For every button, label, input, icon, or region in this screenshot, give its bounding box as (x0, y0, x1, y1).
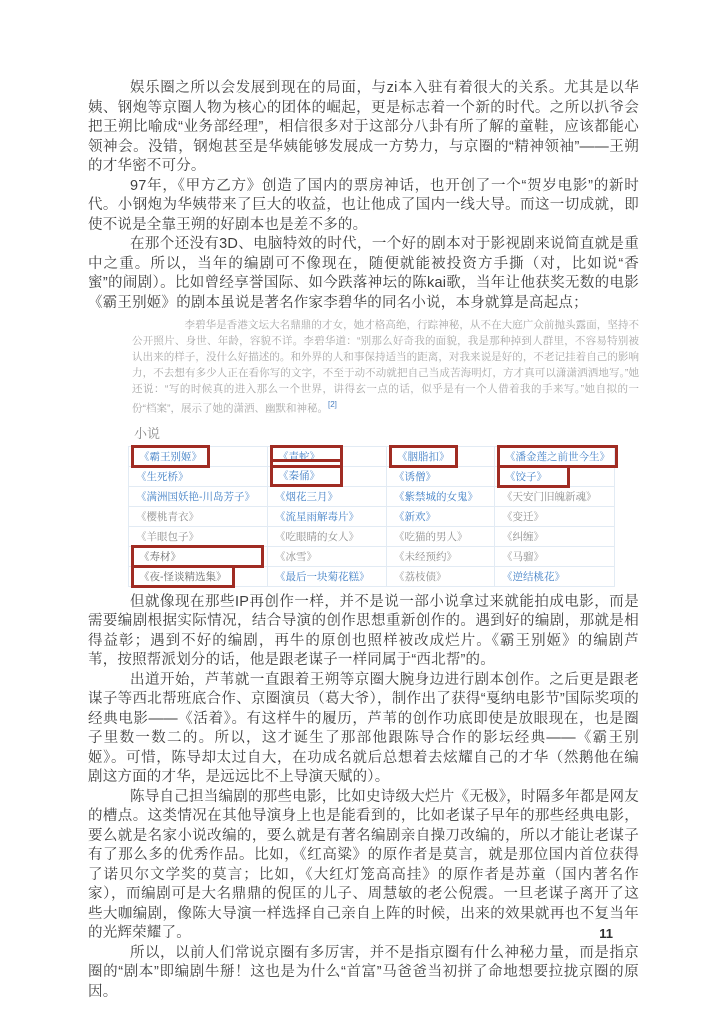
novel-text: 《变迁》 (502, 510, 544, 523)
novels-table (128, 446, 615, 587)
novel-text: 《天安门旧魄新魂》 (502, 490, 597, 503)
novels-module (128, 423, 610, 587)
table-row (129, 506, 615, 526)
novel-link[interactable]: 《青蛇》 (270, 445, 343, 468)
novel-text: 《马骝》 (502, 550, 544, 563)
novel-link[interactable]: 《潘金莲之前世今生》 (497, 445, 618, 468)
novel-text: 《冰雪》 (275, 550, 317, 563)
paragraph: 但就像现在那些IP再创作一样，并不是说一部小说拿过来就能拍成电影，而是需要编剧根据实际情况，结合导演的创作思想重新创作的。遇到好的编剧，那就是相得益彰；遇到不好的编剧，再牛的原创也照样被改成烂片。《霸王别姬》的编剧芦苇，按照帮派划分的话，他是跟老谋子一样同属于“西北帮”的。 (88, 593, 639, 668)
novel-link[interactable]: 《新欢》 (394, 510, 436, 523)
novel-link[interactable]: 《胭脂扣》 (389, 445, 458, 468)
novel-link[interactable]: 《紫禁城的女鬼》 (394, 490, 478, 503)
novel-text: 《纠缠》 (502, 530, 544, 543)
novel-link[interactable]: 《秦俑》 (270, 459, 343, 487)
novel-link[interactable]: 《逆结桃花》 (502, 570, 565, 583)
paragraph: 出道开始，芦苇就一直跟着王朔等京圈大腕身边进行剧本创作。之后更是跟老谋子等西北帮班底合作、京圈演员（葛大爷），制作出了获得“戛纳电影节”国际奖项的经典电影——《活着》。有这样牛的履历，芦苇的创作功底即使是放眼现在，也是圈子里数一数二的。所以，这才诞生了那部他跟陈导合作的影坛经典——《霸王别姬》。可惜，陈导却太过自大，在功成名就后总想着去炫耀自己的才华（然鹅他在编剧这方面的才华，是远远比不上导演天赋的）。 (88, 671, 639, 785)
novel-text: 《吃眼睛的女人》 (275, 530, 359, 543)
table-row (129, 546, 615, 566)
novel-link[interactable]: 《霸王别姬》 (131, 445, 210, 468)
table-row (129, 486, 615, 506)
article-body (88, 79, 639, 1002)
novel-text: 《吃猫的男人》 (394, 530, 468, 543)
novel-text: 《未经预约》 (394, 550, 457, 563)
novel-text: 《羊眼包子》 (136, 530, 199, 543)
novel-link[interactable]: 《满洲国妖艳-川岛芳子》 (136, 490, 255, 503)
novels-section-title: 小说 (134, 425, 161, 441)
novel-text: 《樱桃青衣》 (136, 510, 199, 523)
table-row (129, 566, 615, 586)
novel-link[interactable]: 《诱僧》 (394, 470, 436, 483)
novel-link[interactable]: 《生死桥》 (136, 470, 189, 483)
paragraph: 所以，以前人们常说京圈有多厉害，并不是指京圈有什么神秘力量，而是指京圈的“剧本”即编剧牛掰！这也是为什么“首富”马爸爸当初拼了命地想要拉拢京圈的原因。 (88, 944, 639, 1000)
novel-link[interactable]: 《流星雨解毒片》 (275, 510, 359, 523)
novel-text: 《夜-怪谈精选集》 (131, 565, 235, 588)
page-number: 11 (599, 926, 613, 941)
paragraph: 97年，《甲方乙方》创造了国内的票房神话，也开创了一个“贺岁电影”的新时代。小钢炮为华姨带来了巨大的收益，也让他成了国内一线大导。而这一切成就，即使不说是全靠王朔的好剧本也是差不多的。 (88, 177, 639, 233)
table-row (129, 466, 615, 486)
paragraph: 在那个还没有3D、电脑特效的时代，一个好的剧本对于影视剧来说简直就是重中之重。所以，当年的编剧可不像现在，随便就能被投资方手撕（对，比如说“香蜜”的闹剧）。比如曾经享誉国际、如今跌落神坛的陈kai歌，当年让他获奖无数的电影《霸王别姬》的剧本虽说是著名作家李碧华的同名小说，本身就算是高起点； (88, 236, 639, 311)
paragraph: 陈导自己担当编剧的那些电影，比如史诗级大烂片《无极》，时隔多年都是网友的槽点。这类情况在其他导演身上也是能看到的，比如老谋子早年的那些经典电影，要么就是名家小说改编的，要么就是有著名编剧亲自操刀改编的，所以才能让老谋子有了那么多的优秀作品。比如，《红高粱》的原作者是莫言，就是那位国内首位获得了诺贝尔文学奖的莫言；比如，《大红灯笼高高挂》的原作者是苏童（国内著名作家），而编剧可是大名鼎鼎的倪匡的儿子、周慧敏的老公倪震。一旦老谋子离开了这些大咖编剧，像陈大导演一样选择自己亲自上阵的时候，出来的效果就再也不复当年的光辉荣耀了。 (88, 788, 639, 941)
novel-link[interactable]: 《饺子》 (497, 465, 570, 488)
novel-link[interactable]: 《最后一块菊花糕》 (275, 570, 370, 583)
table-row (129, 446, 615, 466)
table-row (129, 526, 615, 546)
citation-ref: [2] (328, 400, 337, 409)
author-bio-quote (132, 317, 639, 417)
novel-link[interactable]: 《烟花三月》 (275, 490, 338, 503)
quote-text: 李碧华是香港文坛大名鼎鼎的才女，她才格高绝，行踪神秘，从不在大庭广众前抛头露面，坚持不公开照片、身世、年龄，容貌不详。李碧华道：“别那么好奇我的面貌，我是那种掉到人群里，不容易特别被认出来的样子，没什么好描述的。和外界的人和事保持适当的距离，对我来说是好的，不老记挂着自己的影响力，不去想有多少人正在看你写的文字，不至于动不动就把自己当成苦海明灯，方才真可以潇潇洒洒地写。”她还说：“写的时候真的进入那么一个世界，讲得玄一点的话，似乎是有一个人借着我的手来写。”她自拟的一份“档案”，展示了她的潇洒、幽默和神秘。 (132, 319, 639, 415)
novel-text: 《荔枝债》 (394, 570, 447, 583)
novel-text: 《寿材》 (131, 545, 264, 568)
paragraph: 娱乐圈之所以会发展到现在的局面，与zi本入驻有着很大的关系。尤其是以华姨、钢炮等京圈人物为核心的团体的崛起，更是标志着一个新的时代。之所以扒爷会把王朔比喻成“业务部经理”，相信很多对于这部分八卦有所了解的童鞋，应该都能心领神会。没错，钢炮甚至是华姨能够发展成一方势力，与京圈的“精神领袖”——王朔的才华密不可分。 (88, 80, 639, 174)
